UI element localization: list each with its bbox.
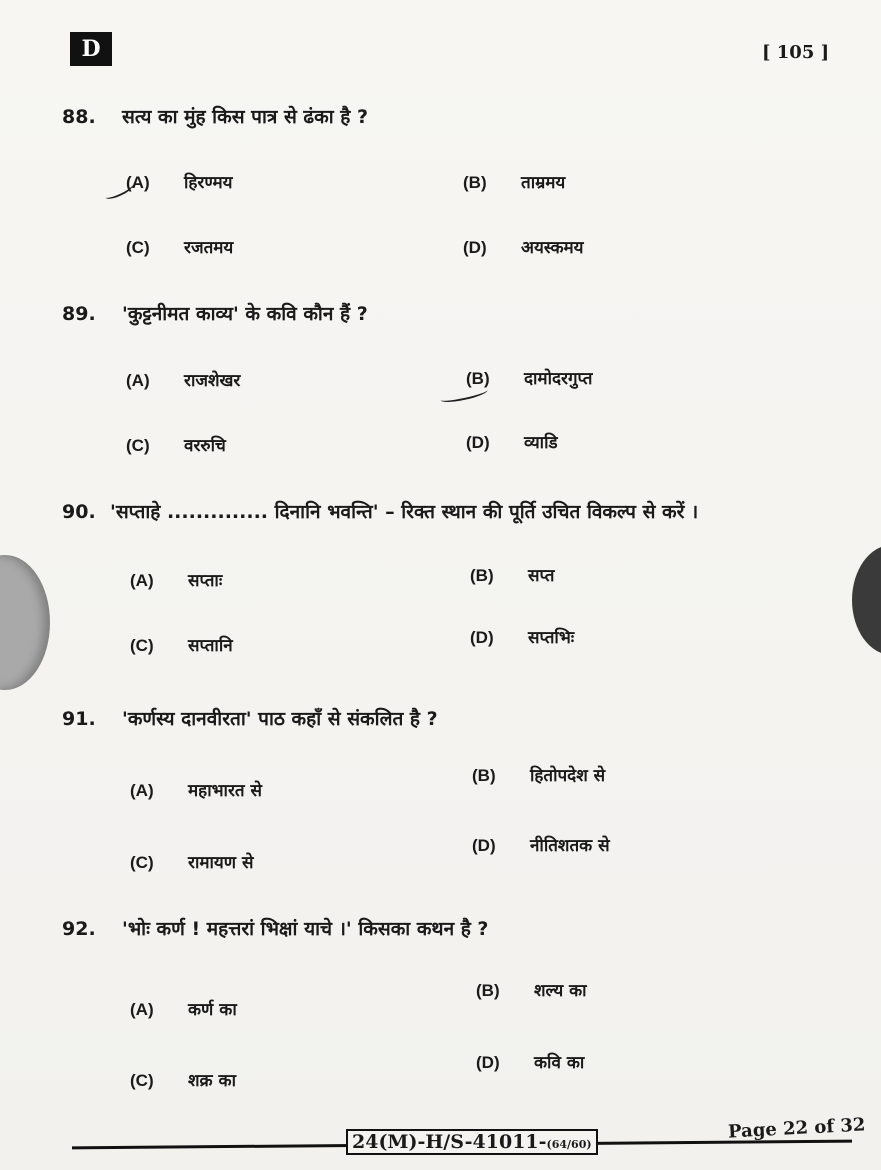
booklet-code-suffix: (64/60) — [546, 1138, 592, 1151]
option-90-b[interactable] — [470, 563, 554, 586]
option-text: शल्य का — [534, 981, 587, 1001]
option-label: (A) — [130, 781, 154, 800]
option-89-c[interactable] — [126, 433, 226, 456]
question-text: 'कर्णस्य दानवीरता' पाठ कहाँ से संकलित है ? — [122, 708, 438, 730]
option-91-c[interactable] — [130, 850, 254, 873]
option-90-c[interactable] — [130, 633, 233, 656]
question-number: 92. — [62, 918, 96, 940]
option-text: नीतिशतक से — [530, 836, 610, 856]
option-90-d[interactable] — [470, 625, 574, 648]
option-text: हितोपदेश से — [530, 766, 606, 786]
option-text: सप्तानि — [188, 636, 233, 656]
option-89-a[interactable] — [126, 368, 240, 391]
option-92-d[interactable] — [476, 1050, 584, 1073]
option-label: (A) — [126, 173, 150, 192]
set-badge: D — [70, 32, 112, 66]
booklet-code — [346, 1129, 598, 1155]
punch-hole-left — [0, 555, 50, 690]
question-88 — [62, 103, 368, 129]
question-text: 'सप्ताहे .............. दिनानि भवन्ति' – रिक्त स्थान की पूर्ति उचित विकल्प से करें । — [110, 501, 699, 523]
option-label: (C) — [130, 1071, 154, 1090]
option-label: (C) — [130, 636, 154, 655]
option-label: (B) — [470, 566, 494, 585]
option-text: अयस्कमय — [521, 238, 584, 258]
option-text: सप्तभिः — [528, 628, 575, 648]
option-88-b[interactable] — [463, 170, 565, 193]
page-number: Page 22 of 32 — [727, 1114, 866, 1143]
option-label: (D) — [466, 433, 490, 452]
option-label: (B) — [466, 369, 490, 388]
option-90-a[interactable] — [130, 568, 222, 591]
option-label: (B) — [472, 766, 496, 785]
option-text: रामायण से — [188, 853, 254, 873]
option-text: शक्र का — [188, 1071, 236, 1091]
question-text: 'भोः कर्ण ! महत्तरां भिक्षां याचे ।' किसका कथन है ? — [122, 918, 489, 940]
option-91-d[interactable] — [472, 833, 610, 856]
option-88-c[interactable] — [126, 235, 233, 258]
option-88-d[interactable] — [463, 235, 584, 258]
option-text: व्याडि — [524, 433, 558, 453]
option-label: (A) — [130, 571, 154, 590]
question-text: सत्य का मुंह किस पात्र से ढंका है ? — [122, 106, 368, 128]
option-text: महाभारत से — [188, 781, 263, 801]
option-label: (A) — [126, 371, 150, 390]
question-number: 91. — [62, 708, 96, 730]
option-89-b[interactable] — [466, 366, 592, 389]
option-92-c[interactable] — [130, 1068, 236, 1091]
option-text: रजतमय — [184, 238, 234, 258]
question-number: 88. — [62, 106, 96, 128]
option-label: (A) — [130, 1000, 154, 1019]
question-text: 'कुट्टनीमत काव्य' के कवि कौन हैं ? — [122, 303, 368, 325]
pen-mark-icon — [439, 385, 488, 405]
option-label: (D) — [476, 1053, 500, 1072]
option-label: (D) — [463, 238, 487, 257]
option-89-d[interactable] — [466, 430, 558, 453]
question-number: 90. — [62, 501, 96, 523]
question-number: 89. — [62, 303, 96, 325]
option-label: (D) — [470, 628, 494, 647]
option-88-a[interactable] — [126, 170, 232, 193]
page-code: [ 105 ] — [762, 42, 830, 63]
booklet-code-main: 24(M)-H/S-41011- — [352, 1131, 547, 1153]
option-text: ताम्रमय — [521, 173, 566, 193]
question-91 — [62, 705, 438, 731]
option-label: (B) — [476, 981, 500, 1000]
option-text: दामोदरगुप्त — [524, 369, 593, 389]
option-text: हिरण्मय — [184, 173, 233, 193]
option-text: राजशेखर — [184, 371, 241, 391]
option-text: सप्त — [528, 566, 555, 586]
question-89 — [62, 300, 368, 326]
option-text: वररुचि — [184, 436, 226, 456]
option-label: (C) — [130, 853, 154, 872]
option-text: कर्ण का — [188, 1000, 237, 1020]
option-label: (C) — [126, 436, 150, 455]
option-text: सप्ताः — [188, 571, 223, 591]
option-92-b[interactable] — [476, 978, 587, 1001]
option-label: (D) — [472, 836, 496, 855]
question-90 — [62, 498, 698, 524]
question-92 — [62, 915, 488, 941]
option-text: कवि का — [534, 1053, 585, 1073]
option-91-a[interactable] — [130, 778, 262, 801]
option-label: (B) — [463, 173, 487, 192]
option-92-a[interactable] — [130, 997, 237, 1020]
option-91-b[interactable] — [472, 763, 605, 786]
punch-hole-right — [852, 545, 881, 655]
option-label: (C) — [126, 238, 150, 257]
